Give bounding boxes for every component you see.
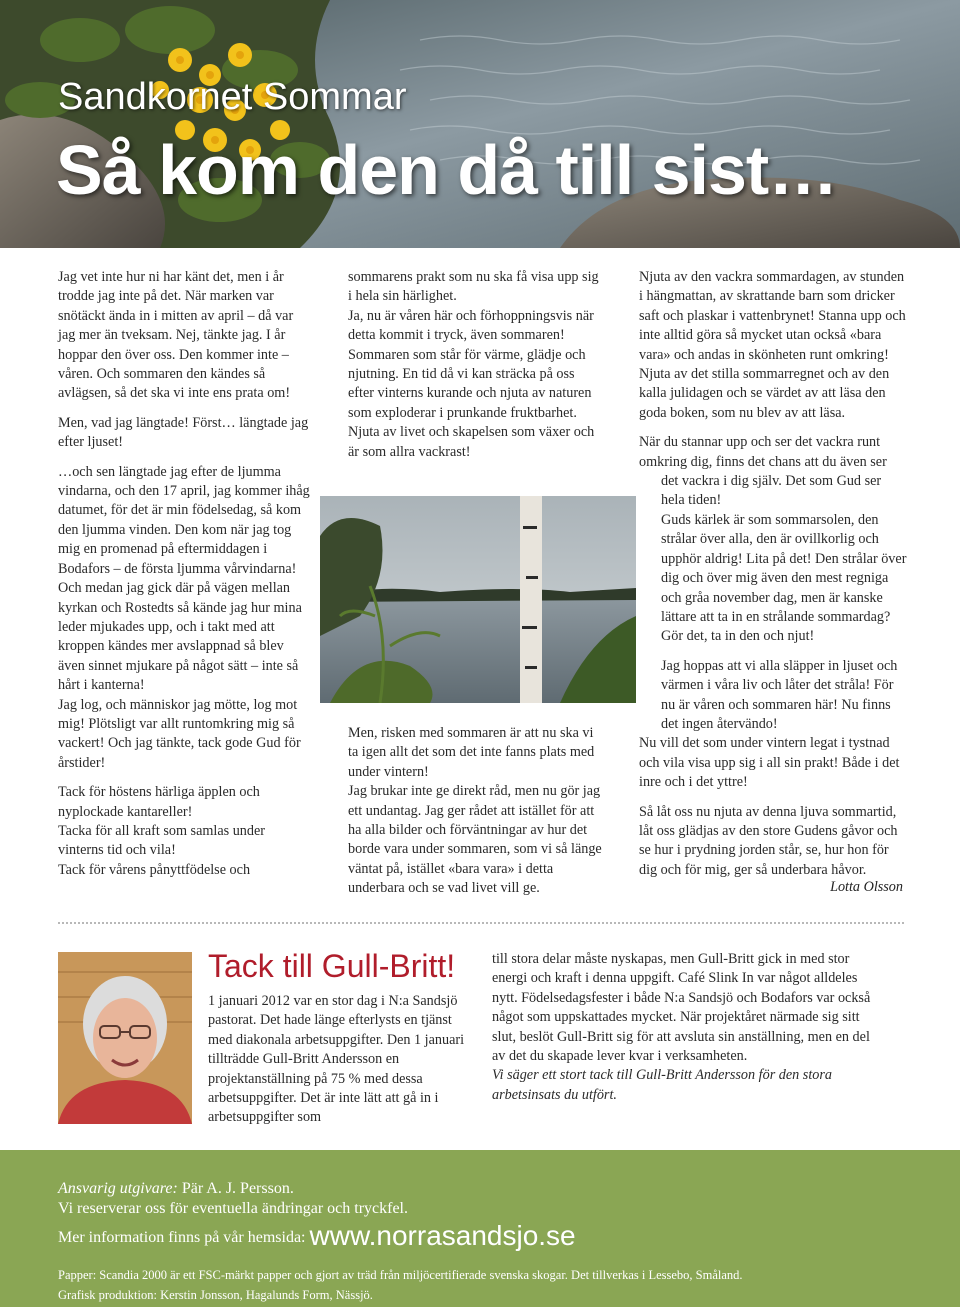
tack-column-1: [208, 992, 468, 1128]
paragraph: När du stannar upp och ser det vackra runt omkring dig, finns det chans att du även ser: [639, 434, 887, 470]
article-column-2-continued: [348, 724, 603, 899]
paragraph: Jag brukar inte ge direkt råd, men nu gör jag ett undantag. Jag ger rådet att istället för att ha alla bilder och förväntningar av hur det borde vara under sommaren, som vi så länge väntat på, istället «bara vara» i detta underbara och se vad livet vill ge.: [348, 783, 602, 897]
article-column-3: [639, 268, 907, 880]
reservation-text: Vi reserverar oss för eventuella ändringar och tryckfel.: [58, 1200, 408, 1217]
header-photo: [0, 0, 960, 248]
portrait-photo: [58, 952, 192, 1124]
newsletter-kicker: Sandkornet Sommar: [58, 76, 407, 118]
section-divider: [58, 922, 904, 924]
section-title: Tack till Gull-Britt!: [208, 948, 456, 984]
tack-column-2: [492, 950, 882, 1105]
page-title: Så kom den då till sist…: [56, 131, 838, 209]
publisher-name: Pär A. J. Persson.: [181, 1180, 294, 1197]
publisher-label: Ansvarig utgivare:: [58, 1180, 178, 1197]
paragraph: Sommaren som står för värme, glädje och njutning. En tid då vi kan sträcka på oss efter vinterns kurande och njuta av naturen som exploderar i prunkande fruktbarhet.: [348, 346, 592, 421]
paragraph: Men, risken med sommaren är att nu ska vi ta igen allt det som det inte fanns plats med under vintern!: [348, 725, 595, 780]
footer: [0, 1150, 960, 1307]
paragraph: det vackra i dig själv. Det som Gud ser hela tiden!: [661, 473, 882, 509]
paragraph: Tack för vårens pånyttfödelse och: [58, 861, 251, 878]
more-info-line: [58, 1220, 576, 1252]
paragraph: Och medan jag gick där på vägen mellan kyrkan och Rostedts så kände jag hur mina leder mjukades upp, och i takt med att kroppen kändes mer avslappnad så blev även sinnet mjukare på något sätt – inte så hårt i kanterna!: [58, 580, 302, 694]
lake-photo: [320, 496, 636, 703]
paragraph: Njuta av den vackra sommardagen, av stunden i hängmattan, av skrattande barn som dricker saft och plaskar i vattenbrynet! Stanna upp och inte alltid göra så mycket utan också «bara vara» och andas in skönheten runt omkring! Njuta av det stilla sommarregnet och av den kalla julidagen och se värdet av att läsa den goda boken, som nu blev av att läsa.: [639, 269, 906, 421]
paragraph: Jag hoppas att vi alla släpper in ljuset och värmen i våra liv och låter det stråla! För nu är våren och sommaren här! Nu finns det ingen återvändo!: [661, 657, 898, 732]
paragraph: Vi säger ett stort tack till Gull-Britt Andersson för den stora arbetsinsats du utfört.: [492, 1067, 832, 1103]
article-column-2: [348, 268, 603, 462]
paper-info: Papper: Scandia 2000 är ett FSC-märkt papper och gjort av träd från miljöcertifierade svenska skogar. Det tillverkas i Lessebo, Småland.: [58, 1268, 743, 1282]
paragraph: Nu vill det som under vintern legat i tystnad och vila visa upp sig i all sin prakt! Både i det inre och i det yttre!: [639, 735, 900, 791]
paragraph: Ja, nu är våren här och förhoppningsvis när detta kommit i tryck, även sommaren!: [348, 307, 594, 344]
paragraph: 1 januari 2012 var en stor dag i N:a Sandsjö pastorat. Det hade länge efterlysts en tjänst med diakonala arbetsuppgifter. Den 1 januari tillträdde Gull-Britt Andersson en projektanställning på 75 % med dessa arbetsuppgifter. Det är inte lätt att gå in i arbetsuppgifter som: [208, 993, 465, 1126]
paragraph: Tack för höstens härliga äpplen och nyplockade kantareller!: [58, 784, 260, 820]
paragraph: Men, vad jag längtade! Först… längtade jag efter ljuset!: [58, 414, 309, 451]
paragraph: Guds kärlek är som sommarsolen, den strålar över alla, den är ovillkorlig och upphör aldrig! Lita på det! Den strålar över dig och över mig även den mest regniga och gråa november dag, men är kanske lättare att ta in en strålande sommardag? Gör det, ta in den och njut!: [661, 511, 907, 645]
more-info-text: Mer information finns på vår hemsida:: [58, 1229, 306, 1246]
paragraph: Tacka för all kraft som samlas under vinterns tid och vila!: [58, 822, 266, 859]
publisher-line: [58, 1180, 294, 1198]
article-column-1: [58, 268, 313, 880]
paragraph: …och sen längtade jag efter de ljumma vindarna, och den 17 april, jag kommer ihåg datumet, för det är min födelsedag, så kom den ljumma vinden. Den kom när jag tog mig en promenad på eftermiddagen i Bodafors – de första ljumma vårvindarna!: [58, 463, 310, 577]
author-signature: Lotta Olsson: [830, 879, 903, 895]
production-credit: Grafisk produktion: Kerstin Jonsson, Hagalunds Form, Nässjö.: [58, 1288, 373, 1302]
paragraph: Jag vet inte hur ni har känt det, men i år trodde jag inte på det. När marken var snötäckt ända in i mitten av april – då var jag mer än tveksam. Nej, tänkte jag. I år hoppar den över oss. Den kommer inte – våren. Och sommaren den kändes så avlägsen, så det ska vi inte ens prata om!: [58, 269, 294, 402]
header-banner: [0, 0, 960, 248]
paragraph: Njuta av livet och skapelsen som växer och är som allra vackrast!: [348, 424, 595, 460]
paragraph: Jag log, och människor jag mötte, log mot mig! Plötsligt var allt runtomkring mig så vackert! Och jag tänkte, tack gode Gud för årstider!: [58, 696, 301, 771]
website-link[interactable]: www.norrasandsjo.se: [309, 1220, 576, 1251]
paragraph: till stora delar måste nyskapas, men Gull-Britt gick in med stor energi och kraft i denna uppgift. Café Slink In var något alldeles nytt. Födelsedagsfester i både N:a Sandsjö och Bodafors var också något som uppskattades mycket. När projektåret närmade sig sitt slut, beslöt Gull-Britt sig för att avsluta sin anställning, men en del av det du skapade lever kvar i verksamheten.: [492, 951, 871, 1065]
paragraph: sommarens prakt som nu ska få visa upp sig i hela sin härlighet.: [348, 269, 599, 305]
paragraph: Så låt oss nu njuta av denna ljuva sommartid, låt oss glädjas av den store Gudens gåvor och se hur i prydning jorden står, se, hur hon för dig och för mig, ger så underbara håvor.: [639, 803, 898, 878]
